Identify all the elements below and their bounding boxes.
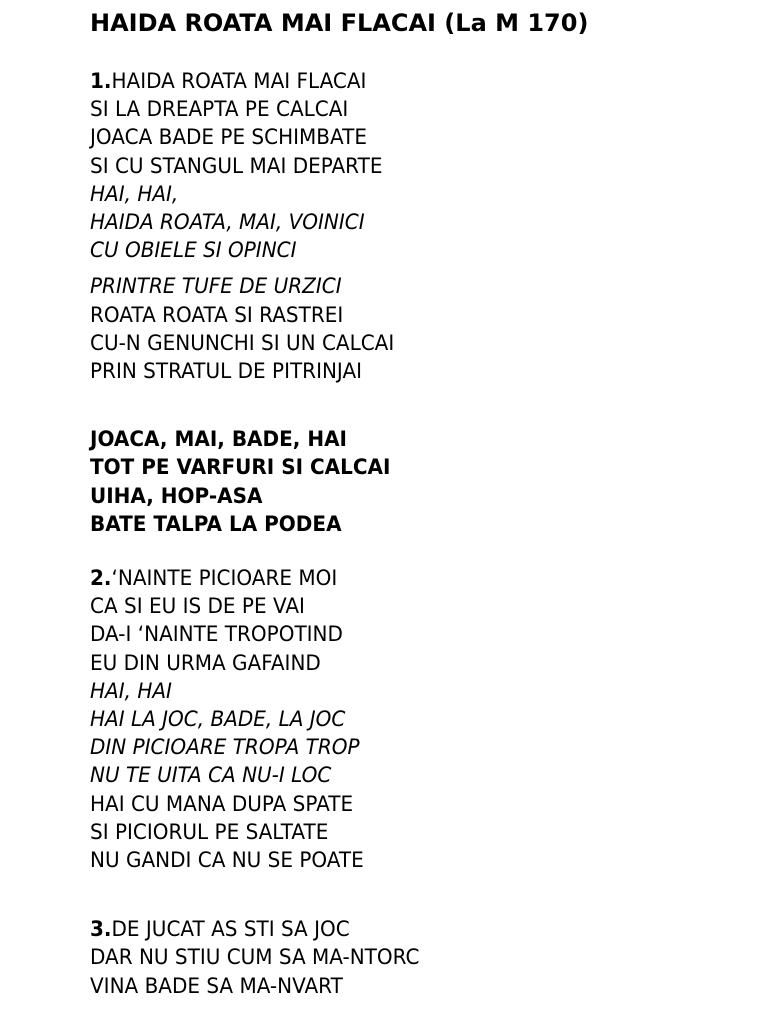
- stanza-number: 3.: [90, 917, 112, 943]
- lyrics-page: [90, 6, 750, 1001]
- stanza-italic-line: PRINTRE TUFE DE URZICI: [90, 274, 342, 300]
- stanza-line: CA SI EU IS DE PE VAI: [90, 594, 305, 620]
- stanza-line: EU DIN URMA GAFAIND: [90, 650, 321, 676]
- stanza-line: DAR NU STIU CUM SA MA-NTORC: [90, 945, 420, 971]
- stanza-line: SI LA DREAPTA PE CALCAI: [90, 97, 349, 123]
- stanza-line-text: DE JUCAT AS STI SA JOC: [111, 917, 350, 943]
- stanza-line: SI PICIORUL PE SALTATE: [90, 819, 329, 845]
- stanza-italic-line: DIN PICIOARE TROPA TROP: [90, 735, 360, 761]
- stanza-italic-line: HAI LA JOC, BADE, LA JOC: [90, 707, 346, 733]
- stanza-line: CU-N GENUNCHI SI UN CALCAI: [90, 330, 395, 356]
- stanza-line: PRIN STRATUL DE PITRINJAI: [90, 359, 363, 385]
- chorus-line: UIHA, HOP-ASA: [90, 483, 263, 509]
- stanza-line-text: HAIDA ROATA MAI FLACAI: [111, 69, 367, 94]
- stanza-italic-line: HAIDA ROATA, MAI, VOINICI: [90, 210, 365, 236]
- stanza-3: [90, 916, 750, 1001]
- stanza-italic-line: HAI, HAI,: [90, 181, 179, 207]
- stanza-italic-line: HAI, HAI: [90, 678, 172, 704]
- stanza-italic-line: CU OBIELE SI OPINCI: [90, 238, 297, 264]
- stanza-number: 2.: [90, 566, 112, 592]
- stanza-1b: [90, 273, 750, 386]
- spacer: [90, 875, 750, 916]
- stanza-line: ROATA ROATA SI RASTREI: [90, 302, 344, 328]
- stanza-line: NU GANDI CA NU SE POATE: [90, 848, 364, 874]
- stanza-line: [90, 68, 704, 96]
- stanza-line: [90, 565, 704, 593]
- stanza-line: [90, 916, 704, 944]
- chorus-line: TOT PE VARFURI SI CALCAI: [90, 455, 391, 481]
- stanza-italic-line: NU TE UITA CA NU-I LOC: [90, 763, 332, 789]
- spacer: [90, 40, 750, 68]
- stanza-1: [90, 68, 750, 265]
- song-title: HAIDA ROATA MAI FLACAI (La M 170): [90, 9, 589, 37]
- chorus-line: JOACA, MAI, BADE, HAI: [90, 427, 347, 453]
- chorus-line: BATE TALPA LA PODEA: [90, 511, 342, 537]
- stanza-line-text: ‘NAINTE PICIOARE MOI: [111, 566, 338, 592]
- spacer: [90, 386, 750, 426]
- spacer: [90, 265, 750, 273]
- chorus: [90, 426, 750, 539]
- stanza-line: JOACA BADE PE SCHIMBATE: [90, 125, 367, 151]
- stanza-line: SI CU STANGUL MAI DEPARTE: [90, 153, 383, 179]
- stanza-line: DA-I ‘NAINTE TROPOTIND: [90, 622, 343, 648]
- spacer: [90, 539, 750, 565]
- stanza-number: 1.: [90, 69, 112, 94]
- stanza-2: [90, 565, 750, 875]
- stanza-line: HAI CU MANA DUPA SPATE: [90, 791, 354, 817]
- stanza-line: VINA BADE SA MA-NVART: [90, 973, 343, 999]
